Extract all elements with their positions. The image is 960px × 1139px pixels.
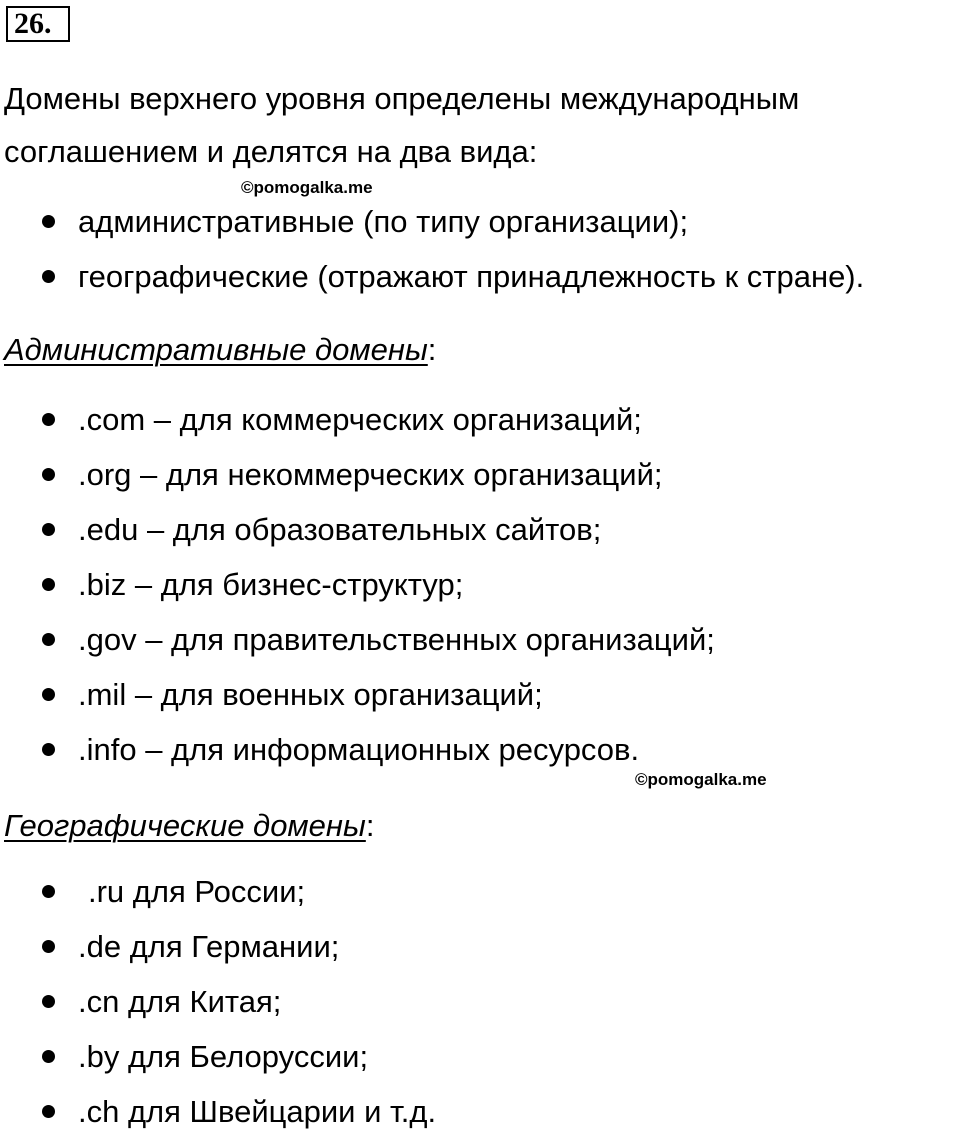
- bullet-icon: [42, 743, 55, 756]
- task-number: 26.: [6, 6, 70, 42]
- intro-line-2: соглашением и делятся на два вида:: [4, 134, 538, 169]
- bullet-icon: [42, 413, 55, 426]
- list-item: [0, 447, 715, 502]
- list-item: [0, 612, 715, 667]
- heading-suffix: :: [427, 332, 437, 367]
- watermark: ©pomogalka.me: [241, 178, 373, 197]
- domain-kinds-list: [0, 194, 864, 304]
- watermark: ©pomogalka.me: [635, 770, 767, 789]
- list-item: [0, 722, 715, 777]
- list-item-text: .org – для некоммерческих организаций;: [78, 457, 663, 492]
- list-item: [0, 974, 436, 1029]
- bullet-icon: [42, 940, 55, 953]
- list-item: [0, 557, 715, 612]
- list-item-text: .mil – для военных организаций;: [78, 677, 543, 712]
- admin-domains-heading: [4, 330, 436, 370]
- list-item-text: .info – для информационных ресурсов.: [78, 732, 640, 767]
- bullet-icon: [42, 633, 55, 646]
- bullet-icon: [42, 995, 55, 1008]
- list-item-text: .ru для России;: [88, 874, 306, 909]
- bullet-icon: [42, 270, 55, 283]
- bullet-icon: [42, 468, 55, 481]
- bullet-icon: [42, 215, 55, 228]
- list-item-text: .gov – для правительственных организаций;: [78, 622, 715, 657]
- heading-text: Географические домены: [4, 808, 366, 843]
- bullet-icon: [42, 1105, 55, 1118]
- list-item-text: .de для Германии;: [78, 929, 340, 964]
- list-item: [0, 392, 715, 447]
- list-item: [0, 249, 864, 304]
- bullet-icon: [42, 523, 55, 536]
- list-item-text: географические (отражают принадлежность к стране).: [78, 259, 865, 294]
- intro-line-1: Домены верхнего уровня определены международным: [4, 81, 800, 116]
- list-item: [0, 919, 436, 974]
- bullet-icon: [42, 578, 55, 591]
- list-item: [0, 1029, 436, 1084]
- bullet-icon: [42, 885, 55, 898]
- list-item-text: .by для Белоруссии;: [78, 1039, 369, 1074]
- heading-text: Административные домены: [4, 332, 428, 367]
- list-item: [0, 194, 864, 249]
- list-item: [0, 502, 715, 557]
- bullet-icon: [42, 688, 55, 701]
- admin-domains-list: [0, 392, 715, 777]
- list-item: [0, 864, 436, 919]
- list-item-text: .edu – для образовательных сайтов;: [78, 512, 602, 547]
- intro-paragraph: [4, 72, 799, 178]
- list-item: [0, 1084, 436, 1139]
- geo-domains-heading: [4, 806, 374, 846]
- list-item-text: .biz – для бизнес-структур;: [78, 567, 464, 602]
- list-item-text: административные (по типу организации);: [78, 204, 689, 239]
- list-item-text: .ch для Швейцарии и т.д.: [78, 1094, 437, 1129]
- heading-suffix: :: [365, 808, 375, 843]
- list-item: [0, 667, 715, 722]
- list-item-text: .com – для коммерческих организаций;: [78, 402, 642, 437]
- bullet-icon: [42, 1050, 55, 1063]
- list-item-text: .cn для Китая;: [78, 984, 282, 1019]
- geo-domains-list: [0, 864, 436, 1139]
